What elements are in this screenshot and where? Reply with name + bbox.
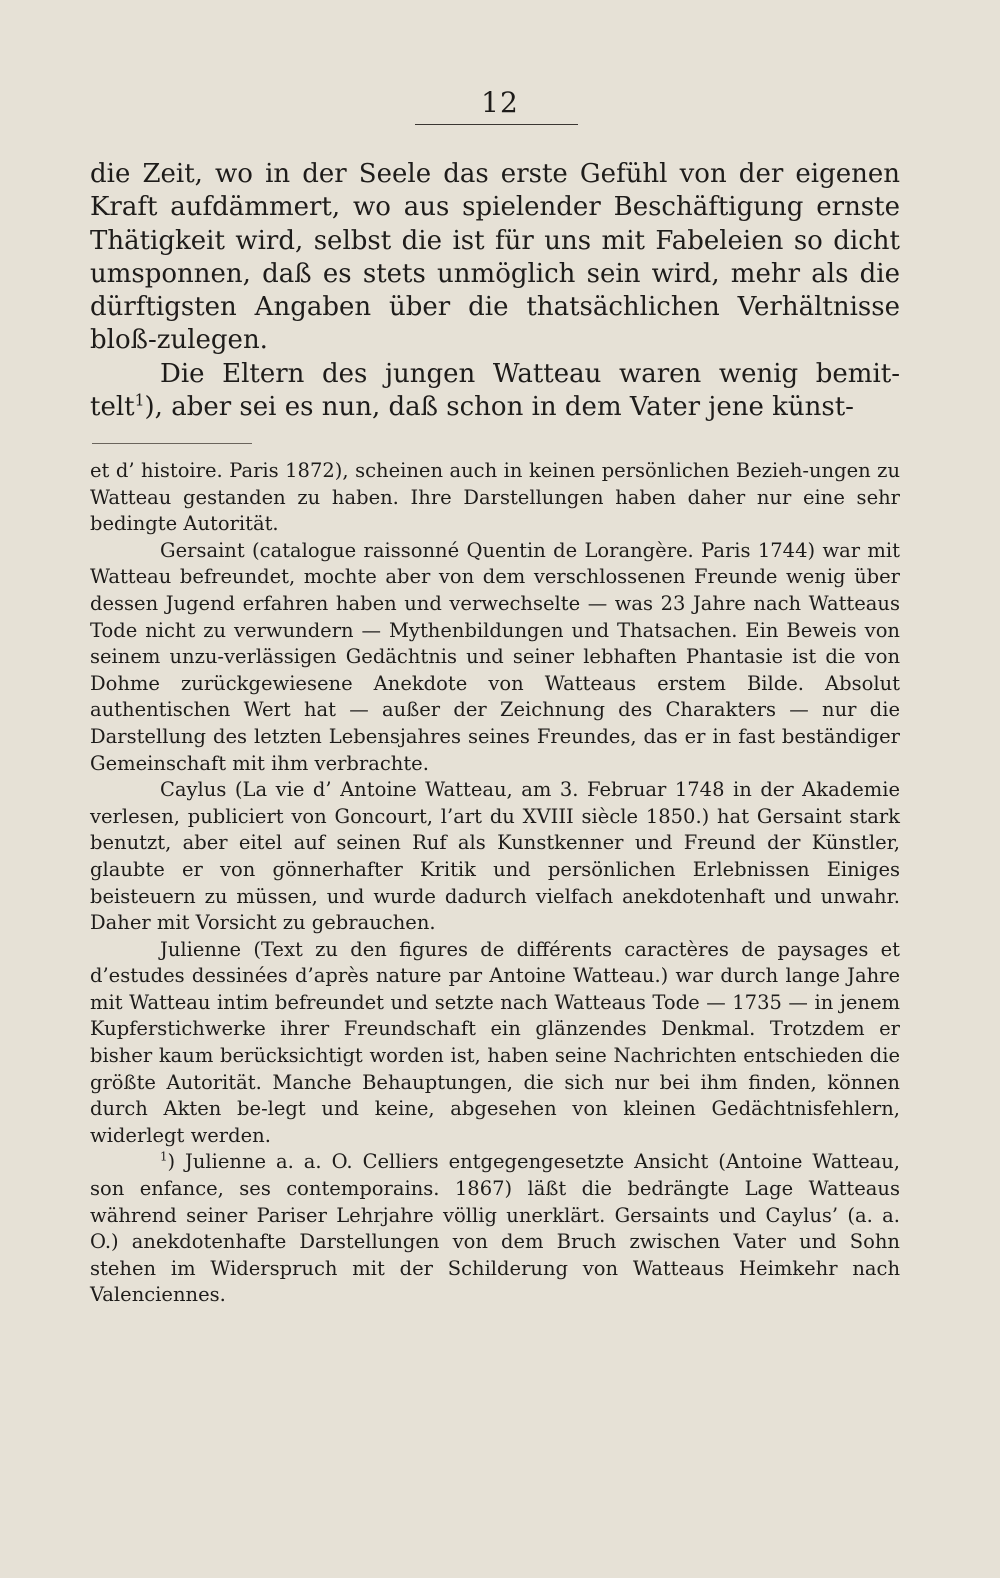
footnote-reference: 1 [134, 391, 145, 410]
page-number: 12 [481, 86, 519, 119]
body-paragraph-2 [90, 358, 900, 425]
footnote-1-text: ) Julienne a. a. O. Celliers entgegengesetzte Ansicht (Antoine Watteau, son enfance, ses contemporains. 1867) läßt die bedrängte Lage Watteaus während seiner Pariser Lehrjahre völlig unerklärt. Gersaints und Caylus’ (a. a. O.) anekdotenhafte Darstellungen von dem Bruch zwischen Vater und Sohn stehen im Widerspruch mit der Schilderung von Watteaus Heimkehr nach Valenciennes. [90, 1150, 900, 1307]
footnote-continuation: et d’ histoire. Paris 1872), scheinen auch in keinen persönlichen Bezieh-ungen zu Watteau gestanden zu haben. Ihre Darstellungen haben daher nur eine sehr bedingte Autorität. [90, 459, 900, 536]
footnote-1-marker: 1 [160, 1149, 168, 1164]
footnote-1 [90, 1149, 900, 1309]
footnote-separator [92, 443, 252, 444]
header-rule [415, 124, 578, 125]
footnote-caylus: Caylus (La vie d’ Antoine Watteau, am 3. Februar 1748 in der Akademie verlesen, publiciert von Goncourt, l’art du XVIII siècle 1850.) hat Gersaint stark benutzt, aber eitel auf seinen Ruf als Kunstkenner und Freund der Künstler, glaubte er von gönnerhafter Kritik und persönlichen Erlebnissen Einiges beisteuern zu müssen, und wurde dadurch vielfach anekdotenhaft und unwahr. Daher mit Vorsicht zu gebrauchen. [90, 778, 900, 935]
footnotes [90, 458, 900, 1309]
footnote-julienne: Julienne (Text zu den figures de différents caractères de paysages et d’estudes dessinées d’après nature par Antoine Watteau.) war durch lange Jahre mit Watteau intim befreundet und setzte nach Watteaus Tode — 1735 — in jenem Kupferstichwerke ihrer Freundschaft ein glänzendes Denkmal. Trotzdem er bisher kaum berücksichtigt worden ist, haben seine Nachrichten entschieden die größte Autorität. Manche Behauptungen, die sich nur bei ihm finden, können durch Akten be-legt und keine, abgesehen von kleinen Gedächtnisfehlern, widerlegt werden. [90, 937, 900, 1147]
body-text [90, 158, 900, 424]
footnote-gersaint: Gersaint (catalogue raissonné Quentin de Lorangère. Paris 1744) war mit Watteau befreundet, mochte aber von dem verschlossenen Freunde wenig über dessen Jugend erfahren haben und verwechselte — was 23 Jahre nach Watteaus Tode nicht zu verwundern — Mythenbildungen und Thatsachen. Ein Beweis von seinem unzu-verlässigen Gedächtnis und seiner lebhaften Phantasie ist die von Dohme zurückgewiesene Anekdote von Watteaus erstem Bilde. Absolut authentischen Wert hat — außer der Zeichnung des Charakters — nur die Darstellung des letzten Lebensjahres seines Freundes, das er in fast beständiger Gemeinschaft mit ihm verbrachte. [90, 538, 900, 775]
body-paragraph-2-text: Die Eltern des jungen Watteau waren wenig bemit-telt [90, 358, 900, 423]
body-paragraph-2-continuation: ), aber sei es nun, daß schon in dem Vater jene künst- [144, 392, 854, 423]
body-paragraph-1: die Zeit, wo in der Seele das erste Gefühl von der eigenen Kraft aufdämmert, wo aus spielender Beschäftigung ernste Thätigkeit wird, selbst die ist für uns mit Fabeleien so dicht umsponnen, daß es stets unmöglich sein wird, mehr als die dürftigsten Angaben über die thatsächlichen Verhältnisse bloß-zulegen. [90, 159, 900, 356]
